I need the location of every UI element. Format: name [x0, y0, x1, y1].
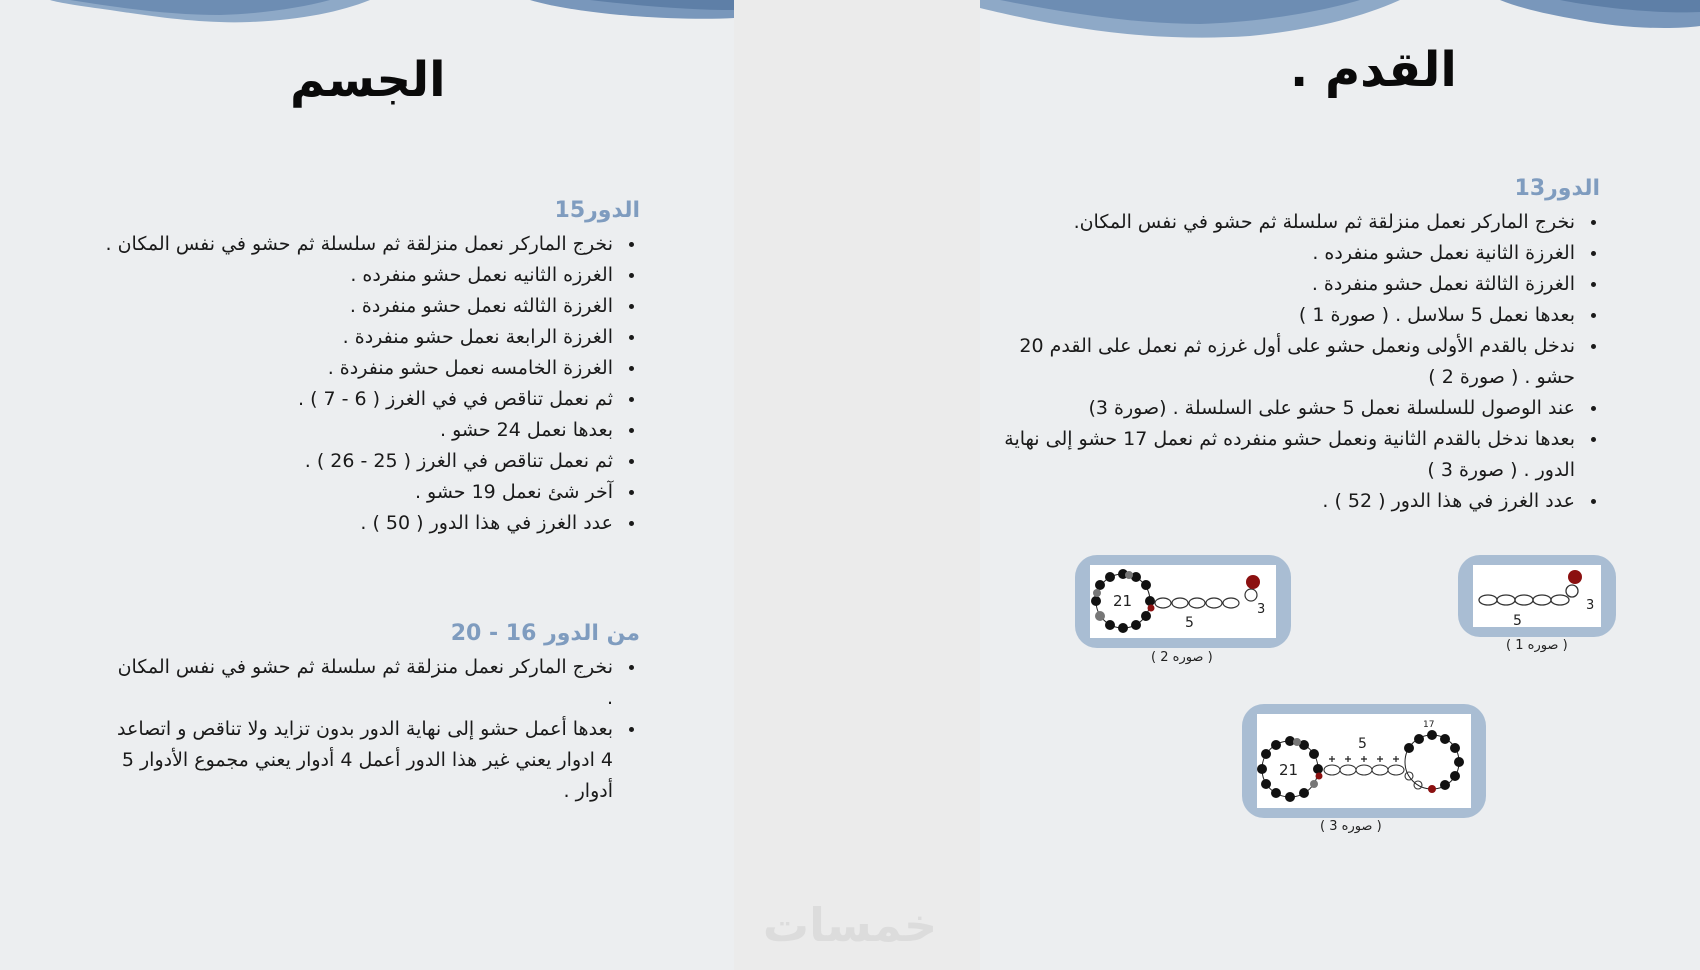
- chain-count: 5: [1358, 736, 1367, 752]
- foot-ring-left: [1257, 736, 1323, 802]
- figure-1-caption: ( صوره 1 ): [1506, 638, 1568, 653]
- round-13-steps: [999, 207, 1601, 517]
- step-item: • بعدها نعمل 5 سلاسل . ( صورة 1 ): [999, 300, 1579, 331]
- step-item: • ندخل بالقدم الأولى ونعمل حشو على أول غرزه ثم نعمل على القدم 20 حشو . ( صورة 2 ): [999, 331, 1579, 393]
- step-item: • آخر شئ نعمل 19 حشو .: [0, 477, 617, 508]
- figure-2: [1075, 555, 1291, 648]
- page-title-body: الجسم: [290, 52, 446, 108]
- watercolor-header: [980, 0, 1700, 45]
- rounds-16-20-heading: من الدور 16 - 20: [450, 621, 640, 646]
- step-item: • الغرزة الرابعة نعمل حشو منفردة .: [0, 322, 617, 353]
- step-item: • بعدها نعمل 24 حشو .: [0, 415, 617, 446]
- chain-count: 5: [1513, 613, 1522, 629]
- watercolor-header: [0, 0, 734, 40]
- foot-ring: [1091, 569, 1155, 633]
- side-count: 3: [1586, 598, 1595, 613]
- right-page: [980, 0, 1700, 970]
- step-item: • عدد الغرز في هذا الدور ( 52 ) .: [999, 486, 1579, 517]
- step-item: • نخرج الماركر نعمل منزلقة ثم سلسلة ثم حشو في نفس المكان .: [0, 229, 617, 260]
- step-item: • بعدها ندخل بالقدم الثانية ونعمل حشو منفرده ثم نعمل 17 حشو إلى نهاية الدور . ( صورة 3 ): [999, 424, 1579, 486]
- step-item: • عند الوصول للسلسلة نعمل 5 حشو على السلسلة . (صورة 3): [999, 393, 1579, 424]
- step-item: • عدد الغرز في هذا الدور ( 50 ) .: [0, 508, 617, 539]
- step-item: • الغرزه الثانيه نعمل حشو منفرده .: [0, 260, 617, 291]
- round-15-steps: [0, 229, 639, 539]
- step-item: • ثم نعمل تناقص في في الغرز ( 6 - 7 ) .: [0, 384, 617, 415]
- step-item: • ثم نعمل تناقص في الغرز ( 25 - 26 ) .: [0, 446, 617, 477]
- step-item: • نخرج الماركر نعمل منزلقة ثم سلسلة ثم حشو في نفس المكان .: [107, 652, 617, 714]
- left-page: [0, 0, 734, 970]
- marker-bead: [1568, 570, 1582, 584]
- ring-right-count: 17: [1423, 720, 1435, 730]
- step-item: • بعدها أعمل حشو إلى نهاية الدور بدون تزايد ولا تناقص و اتصاعد 4 ادوار يعني غير هذا الدور أعمل 4 أدوار يعني مجموع الأدوار 5 أدوار .: [107, 714, 617, 807]
- round-13-heading: الدور13: [1514, 176, 1600, 201]
- side-count: 3: [1257, 602, 1266, 617]
- watermark-logo: خمسات: [762, 898, 938, 952]
- figure-3: [1242, 704, 1486, 818]
- step-item: • الغرزة الثانية نعمل حشو منفرده .: [999, 238, 1579, 269]
- figure-3-caption: ( صوره 3 ): [1320, 819, 1382, 834]
- ring-count: 21: [1113, 592, 1133, 610]
- round-15-heading: الدور15: [554, 198, 640, 223]
- figure-1: [1458, 555, 1616, 637]
- step-item: • الغرزة الثالثة نعمل حشو منفردة .: [999, 269, 1579, 300]
- chain-diagram: [1458, 555, 1616, 637]
- step-item: • الغرزة الثالثه نعمل حشو منفردة .: [0, 291, 617, 322]
- rounds-16-20-steps: [107, 652, 639, 807]
- page-title-foot: القدم .: [1290, 42, 1457, 98]
- figure-2-caption: ( صوره 2 ): [1151, 650, 1213, 665]
- step-item: • نخرج الماركر نعمل منزلقة ثم سلسلة ثم حشو في نفس المكان.: [999, 207, 1579, 238]
- ring-chain-diagram: [1075, 555, 1291, 648]
- two-feet-diagram: [1242, 704, 1486, 818]
- step-item: • الغرزة الخامسه نعمل حشو منفردة .: [0, 353, 617, 384]
- ring-left-count: 21: [1279, 761, 1299, 779]
- chain-count: 5: [1185, 615, 1194, 631]
- foot-ring-right: [1404, 720, 1464, 793]
